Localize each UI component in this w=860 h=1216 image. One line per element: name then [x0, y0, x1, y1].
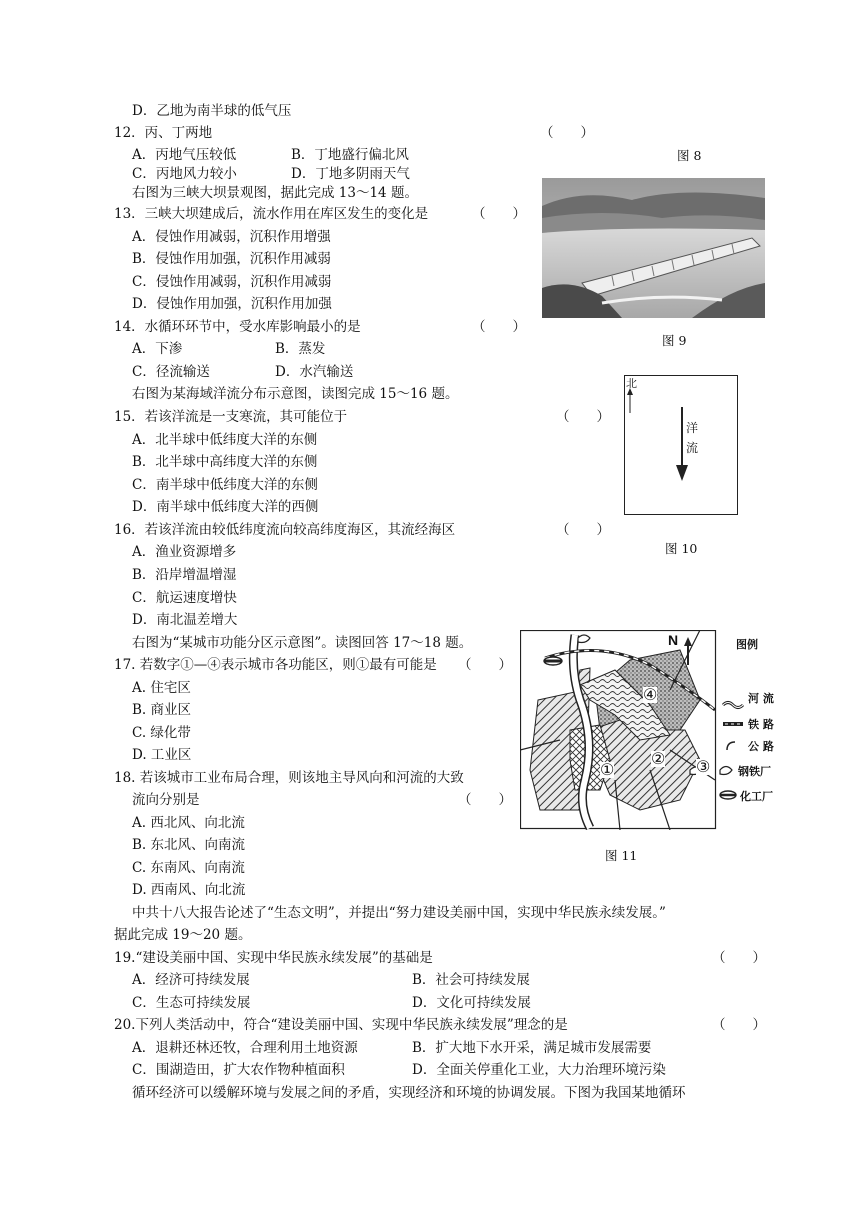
option-d: D．水汽输送 — [275, 364, 354, 380]
option-b: B. 东北风、向南流 — [132, 837, 246, 853]
option-b: B．蒸发 — [275, 341, 326, 357]
zone-3-label: ③ — [696, 757, 711, 776]
option-d: D．南半球中低纬度大洋的西侧 — [132, 499, 319, 515]
option-a: A．北半球中低纬度大洋的东侧 — [132, 432, 318, 448]
figure-8-caption: 图 8 — [677, 148, 702, 163]
legend-chemical-plant: 化工厂 — [740, 790, 773, 803]
option-a: A. 西北风、向北流 — [132, 815, 245, 831]
option-b: B．侵蚀作用加强，沉积作用减弱 — [132, 251, 331, 267]
intro-17-18: 右图为“某城市功能分区示意图”。读图回答 17～18 题。 — [132, 635, 473, 651]
option-b: B. 商业区 — [132, 702, 192, 718]
legend-road: 公 路 — [748, 740, 774, 753]
answer-bracket-14[interactable]: （ ） — [472, 319, 526, 335]
legend-river: 河 流 — [748, 692, 774, 705]
option-d: D．南北温差增大 — [132, 612, 238, 628]
option-b: B．沿岸增温增湿 — [132, 567, 237, 583]
intro-15-16: 右图为某海域洋流分布示意图，读图完成 15～16 题。 — [132, 386, 459, 402]
option-a: A．下渗 — [132, 341, 183, 357]
three-gorges-dam-photo — [542, 178, 765, 318]
city-zoning-map — [520, 630, 790, 830]
option-b: B．北半球中高纬度大洋的东侧 — [132, 454, 318, 470]
option-c: C．生态可持续发展 — [132, 995, 251, 1011]
option-a: A．侵蚀作用减弱，沉积作用增强 — [132, 229, 331, 245]
option-a: A．退耕还林还牧，合理利用土地资源 — [132, 1040, 358, 1056]
answer-bracket-18[interactable]: （ ） — [458, 792, 512, 808]
question-14: 14．水循环环节中，受水库影响最小的是 — [114, 319, 361, 335]
current-label-1: 洋 — [686, 421, 699, 435]
answer-bracket-12[interactable]: （ ） — [540, 125, 594, 141]
option-d: D. 西南风、向北流 — [132, 882, 246, 898]
option-d: D．全面关停重化工业，大力治理环境污染 — [412, 1062, 666, 1078]
intro-19-20: 中共十八大报告论述了“生态文明”，并提出“努力建设美丽中国，实现中华民族永续发展。” — [132, 905, 666, 921]
answer-bracket-17[interactable]: （ ） — [458, 657, 512, 673]
zone-4-label: ④ — [643, 685, 658, 704]
intro-19-20-cont: 据此完成 19～20 题。 — [114, 927, 252, 943]
answer-bracket-19[interactable]: （ ） — [712, 950, 766, 966]
question-20: 20.下列人类活动中，符合“建设美丽中国、实现中华民族永续发展”理念的是 — [114, 1017, 568, 1033]
option-d: D．侵蚀作用加强，沉积作用加强 — [132, 296, 332, 312]
question-13: 13．三峡大坝建成后，流水作用在库区发生的变化是 — [114, 206, 429, 222]
legend-railway: 铁 路 — [748, 718, 774, 731]
question-19: 19.“建设美丽中国、实现中华民族永续发展”的基础是 — [114, 950, 433, 966]
option-c: C．径流输送 — [132, 364, 210, 380]
option-c: C．侵蚀作用减弱，沉积作用减弱 — [132, 274, 332, 290]
zone-2-label: ② — [651, 749, 666, 768]
answer-bracket-20[interactable]: （ ） — [712, 1017, 766, 1033]
option-d-q11: D．乙地为南半球的低气压 — [132, 103, 292, 119]
legend-title: 图例 — [736, 638, 758, 651]
option-c: C．南半球中低纬度大洋的东侧 — [132, 477, 318, 493]
option-c: C. 绿化带 — [132, 725, 191, 741]
north-label: 北 — [626, 377, 637, 390]
option-a: A. 住宅区 — [132, 680, 191, 696]
option-b: B．丁地盛行偏北风 — [291, 147, 409, 163]
option-d: D．文化可持续发展 — [412, 995, 531, 1011]
figure-9-caption: 图 9 — [662, 333, 687, 348]
option-c: C．航运速度增快 — [132, 590, 237, 606]
answer-bracket-13[interactable]: （ ） — [472, 206, 526, 222]
option-c: C．丙地风力较小 — [132, 166, 237, 182]
option-a: A．渔业资源增多 — [132, 544, 237, 560]
intro-13-14: 右图为三峡大坝景观图，据此完成 13～14 题。 — [132, 185, 418, 201]
question-18: 18. 若该城市工业布局合理，则该地主导风向和河流的大致 — [114, 770, 464, 786]
legend-steel-plant: 钢铁厂 — [738, 765, 771, 778]
option-a: A．丙地气压较低 — [132, 147, 237, 163]
question-15: 15．若该洋流是一支寒流，其可能位于 — [114, 409, 348, 425]
option-b: B．扩大地下水开采，满足城市发展需要 — [412, 1040, 652, 1056]
option-c: C. 东南风、向南流 — [132, 860, 245, 876]
north-label: N — [668, 632, 679, 648]
zone-1-label: ① — [600, 760, 615, 779]
question-16: 16．若该洋流由较低纬度流向较高纬度海区，其流经海区 — [114, 522, 456, 538]
question-18-cont: 流向分别是 — [132, 792, 200, 808]
option-b: B．社会可持续发展 — [412, 972, 530, 988]
ocean-current-diagram — [624, 375, 738, 515]
option-d: D．丁地多阴雨天气 — [291, 166, 410, 182]
answer-bracket-15[interactable]: （ ） — [556, 409, 610, 425]
question-17: 17. 若数字①—④表示城市各功能区，则①最有可能是 — [114, 657, 437, 673]
current-label-2: 流 — [686, 441, 699, 455]
option-c: C．围湖造田，扩大农作物种植面积 — [132, 1062, 345, 1078]
paragraph-circular-economy: 循环经济可以缓解环境与发展之间的矛盾，实现经济和环境的协调发展。下图为我国某地循环 — [132, 1085, 686, 1101]
figure-10-caption: 图 10 — [665, 541, 698, 556]
question-12: 12．丙、丁两地 — [114, 125, 213, 141]
figure-11-caption: 图 11 — [605, 848, 638, 863]
option-a: A．经济可持续发展 — [132, 972, 250, 988]
answer-bracket-16[interactable]: （ ） — [556, 522, 610, 538]
option-d: D. 工业区 — [132, 747, 192, 763]
